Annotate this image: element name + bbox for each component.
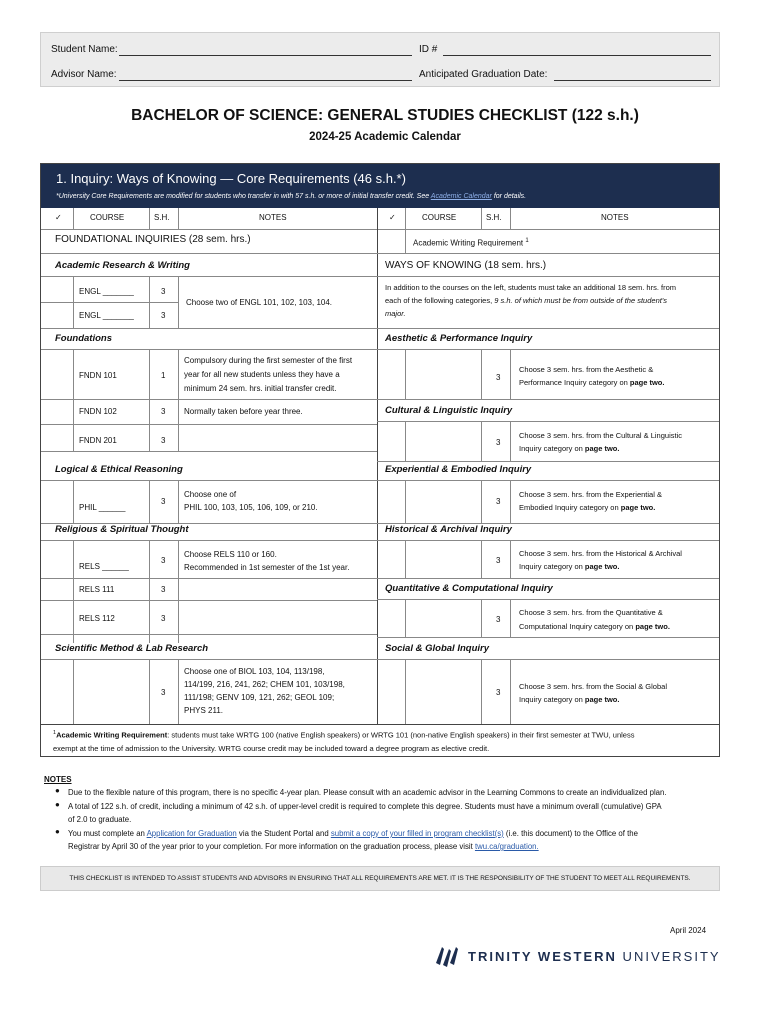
qua-note-1: Choose 3 sem. hrs. from the Quantitative & <box>519 608 663 617</box>
disclaimer-text: THIS CHECKLIST IS INTENDED TO ASSIST STUDENTS AND ADVISORS IN ENSURING THAT ALL REQUIREMENTS ARE MET. IT IS THE RESPONSIBILITY OF THE STUDENT TO MEET ALL REQUIREMENTS. <box>69 875 691 882</box>
advisor-name-line[interactable] <box>119 80 412 81</box>
fndn101-sh: 1 <box>161 371 166 380</box>
phil-note-2: PHIL 100, 103, 105, 106, 109, or 210. <box>184 503 318 512</box>
course-col-header: COURSE <box>90 213 125 222</box>
section-note: *University Core Requirements are modified for students who transfer in with 57 s.h. or more of initial transfer credit. See Academic Calendar for details. <box>56 193 527 200</box>
foundational-heading: FOUNDATIONAL INQUIRIES (28 sem. hrs.) <box>55 234 251 245</box>
check-col-header: ✓ <box>55 213 62 222</box>
engl-note: Choose two of ENGL 101, 102, 103, 104. <box>186 298 333 307</box>
bullet-3: ● <box>55 827 60 836</box>
twu-logo-icon <box>434 943 462 969</box>
bullet-1: ● <box>55 786 60 795</box>
rels111-course: RELS 111 <box>79 585 115 594</box>
his-note-2: Inquiry category on page two. <box>519 562 620 571</box>
footnote: $^1$Academic Writing Requirement: students must take WRTG 100 (native English speakers) or WRTG 101 (non-native English speakers) in their first semester at TWU, unless exempt at the time of admission to the University. WRTG course credit may be included toward a degree program as elective credit. <box>53 730 635 753</box>
sci-note-3: 111/198; GENV 109, 121, 262; GEOL 109; <box>184 693 335 702</box>
his-sh: 3 <box>496 556 501 565</box>
ways-heading: WAYS OF KNOWING (18 sem. hrs.) <box>385 260 547 271</box>
disclaimer-bar <box>40 866 720 891</box>
logical-heading: Logical & Ethical Reasoning <box>55 464 183 475</box>
fndn102-sh: 3 <box>161 407 166 416</box>
notes-col-header: NOTES <box>259 213 287 222</box>
sh-col-header-right: S.H. <box>486 213 502 222</box>
graduation-link[interactable]: twu.ca/graduation. <box>474 842 539 851</box>
phil-course[interactable]: PHIL ______ <box>79 503 126 512</box>
acad-research-heading: Academic Research & Writing <box>55 260 190 271</box>
rels-note-1: Choose RELS 110 or 160. <box>184 550 277 559</box>
course-col-header-right: COURSE <box>422 213 457 222</box>
quantitative-heading: Quantitative & Computational Inquiry <box>385 583 553 594</box>
aes-note-1: Choose 3 sem. hrs. from the Aesthetic & <box>519 365 654 374</box>
note-2: A total of 122 s.h. of credit, including a minimum of 42 s.h. of upper-level credit is required to complete this degree. Students must have a minimum overall (cumulative) GPA of 2.0 to graduate. <box>68 802 662 824</box>
section-header <box>41 164 719 208</box>
soc-note-2: Inquiry category on page two. <box>519 695 620 704</box>
fndn201-sh: 3 <box>161 436 166 445</box>
sci-note-4: PHYS 211. <box>184 706 223 715</box>
rels-course[interactable]: RELS ______ <box>79 562 129 571</box>
section-title: 1. Inquiry: Ways of Knowing — Core Requirements (46 s.h.*) <box>56 171 406 186</box>
fndn102-note: Normally taken before year three. <box>184 407 303 416</box>
logo-text: UNIVERSITY <box>616 949 721 964</box>
student-name-line[interactable] <box>119 55 412 56</box>
social-heading: Social & Global Inquiry <box>385 643 489 654</box>
application-link[interactable]: Application for Graduation <box>146 829 237 838</box>
check-col-header-right: ✓ <box>389 213 396 222</box>
sh-col-header: S.H. <box>154 213 170 222</box>
student-name-label: Student Name: <box>51 44 118 55</box>
logo-text-bold: TRINITY WESTERN <box>468 949 617 964</box>
date-label: April 2024 <box>670 926 707 935</box>
submit-checklist-link[interactable]: submit a copy of your filled in program checklist(s) <box>330 829 504 838</box>
sci-note-2: 114/199, 216, 241, 262; CHEM 101, 103/198, <box>184 680 345 689</box>
grad-date-line[interactable] <box>554 80 711 81</box>
core-requirements-table <box>40 163 720 757</box>
note-1: Due to the flexible nature of this program, there is no specific 4-year plan. Please consult with an academic advisor in the Learning Commons to create an individualized plan. <box>68 788 667 797</box>
cultural-heading: Cultural & Linguistic Inquiry <box>385 405 513 416</box>
engl-sh-2: 3 <box>161 311 166 320</box>
cul-note-1: Choose 3 sem. hrs. from the Cultural & Linguistic <box>519 431 682 440</box>
grad-date-label: Anticipated Graduation Date: <box>419 69 548 80</box>
academic-calendar-link[interactable]: Academic Calendar <box>430 193 492 200</box>
id-line[interactable] <box>443 55 711 56</box>
sci-note-1: Choose one of BIOL 103, 104, 113/198, <box>184 667 325 676</box>
engl-course-1[interactable]: ENGL _______ <box>79 287 134 296</box>
his-note-1: Choose 3 sem. hrs. from the Historical & Archival <box>519 549 682 558</box>
qua-note-2: Computational Inquiry category on page two. <box>519 622 670 631</box>
rels-sh: 3 <box>161 556 166 565</box>
cul-note-2: Inquiry category on page two. <box>519 444 620 453</box>
fndn101-note-1: Compulsory during the first semester of the first <box>184 356 353 365</box>
foundations-heading: Foundations <box>55 333 112 344</box>
aes-sh: 3 <box>496 373 501 382</box>
engl-course-2[interactable]: ENGL _______ <box>79 311 134 320</box>
aesthetic-heading: Aesthetic & Performance Inquiry <box>385 333 533 344</box>
cul-sh: 3 <box>496 438 501 447</box>
phil-sh: 3 <box>161 497 166 506</box>
bullet-2: ● <box>55 800 60 809</box>
rels112-course: RELS 112 <box>79 614 115 623</box>
ways-note: In addition to the courses on the left, students must take an additional 18 sem. hrs. from each of the following categories, 9 s.h. of which must be from outside of the student's major. <box>385 283 676 318</box>
page-title: BACHELOR OF SCIENCE: GENERAL STUDIES CHECKLIST (122 s.h.) <box>131 107 639 124</box>
rels111-sh: 3 <box>161 585 166 594</box>
sci-sh: 3 <box>161 688 166 697</box>
rels-note-2: Recommended in 1st semester of the 1st year. <box>184 563 350 572</box>
fndn101-note-3: minimum 24 sem. hrs. initial transfer credit. <box>184 384 337 393</box>
phil-note-1: Choose one of <box>184 490 237 499</box>
qua-sh: 3 <box>496 615 501 624</box>
advisor-name-label: Advisor Name: <box>51 69 117 80</box>
historical-heading: Historical & Archival Inquiry <box>385 524 512 535</box>
fndn101-course: FNDN 101 <box>79 371 117 380</box>
fndn101-note-2: year for all new students unless they have a <box>184 370 340 379</box>
soc-note-1: Choose 3 sem. hrs. from the Social & Global <box>519 682 667 691</box>
soc-sh: 3 <box>496 688 501 697</box>
religious-heading: Religious & Spiritual Thought <box>55 524 189 535</box>
exp-sh: 3 <box>496 497 501 506</box>
fndn201-course: FNDN 201 <box>79 436 117 445</box>
engl-sh-1: 3 <box>161 287 166 296</box>
university-logo <box>434 943 720 971</box>
scientific-heading: Scientific Method & Lab Research <box>55 643 209 654</box>
exp-note-1: Choose 3 sem. hrs. from the Experiential & <box>519 490 662 499</box>
id-label: ID # <box>419 44 438 55</box>
notes-label: NOTES <box>44 775 72 784</box>
rels112-sh: 3 <box>161 614 166 623</box>
page-subtitle: 2024-25 Academic Calendar <box>309 131 461 143</box>
fndn102-course: FNDN 102 <box>79 407 117 416</box>
writing-req-label: Academic Writing Requirement $^1$ <box>413 238 529 248</box>
note-3: You must complete an Application for Graduation via the Student Portal and submit a copy of your filled in program checklist(s) (i.e. this document) to the Office of the Registrar by April 30 of the year prior to your completion. For more information on the graduation process, please visit twu.ca/graduation. <box>68 829 638 851</box>
student-info-box <box>40 32 720 87</box>
aes-note-2: Performance Inquiry category on page two. <box>519 378 665 387</box>
experiential-heading: Experiential & Embodied Inquiry <box>385 464 532 475</box>
exp-note-2: Embodied Inquiry category on page two. <box>519 503 656 512</box>
notes-col-header-right: NOTES <box>601 213 629 222</box>
